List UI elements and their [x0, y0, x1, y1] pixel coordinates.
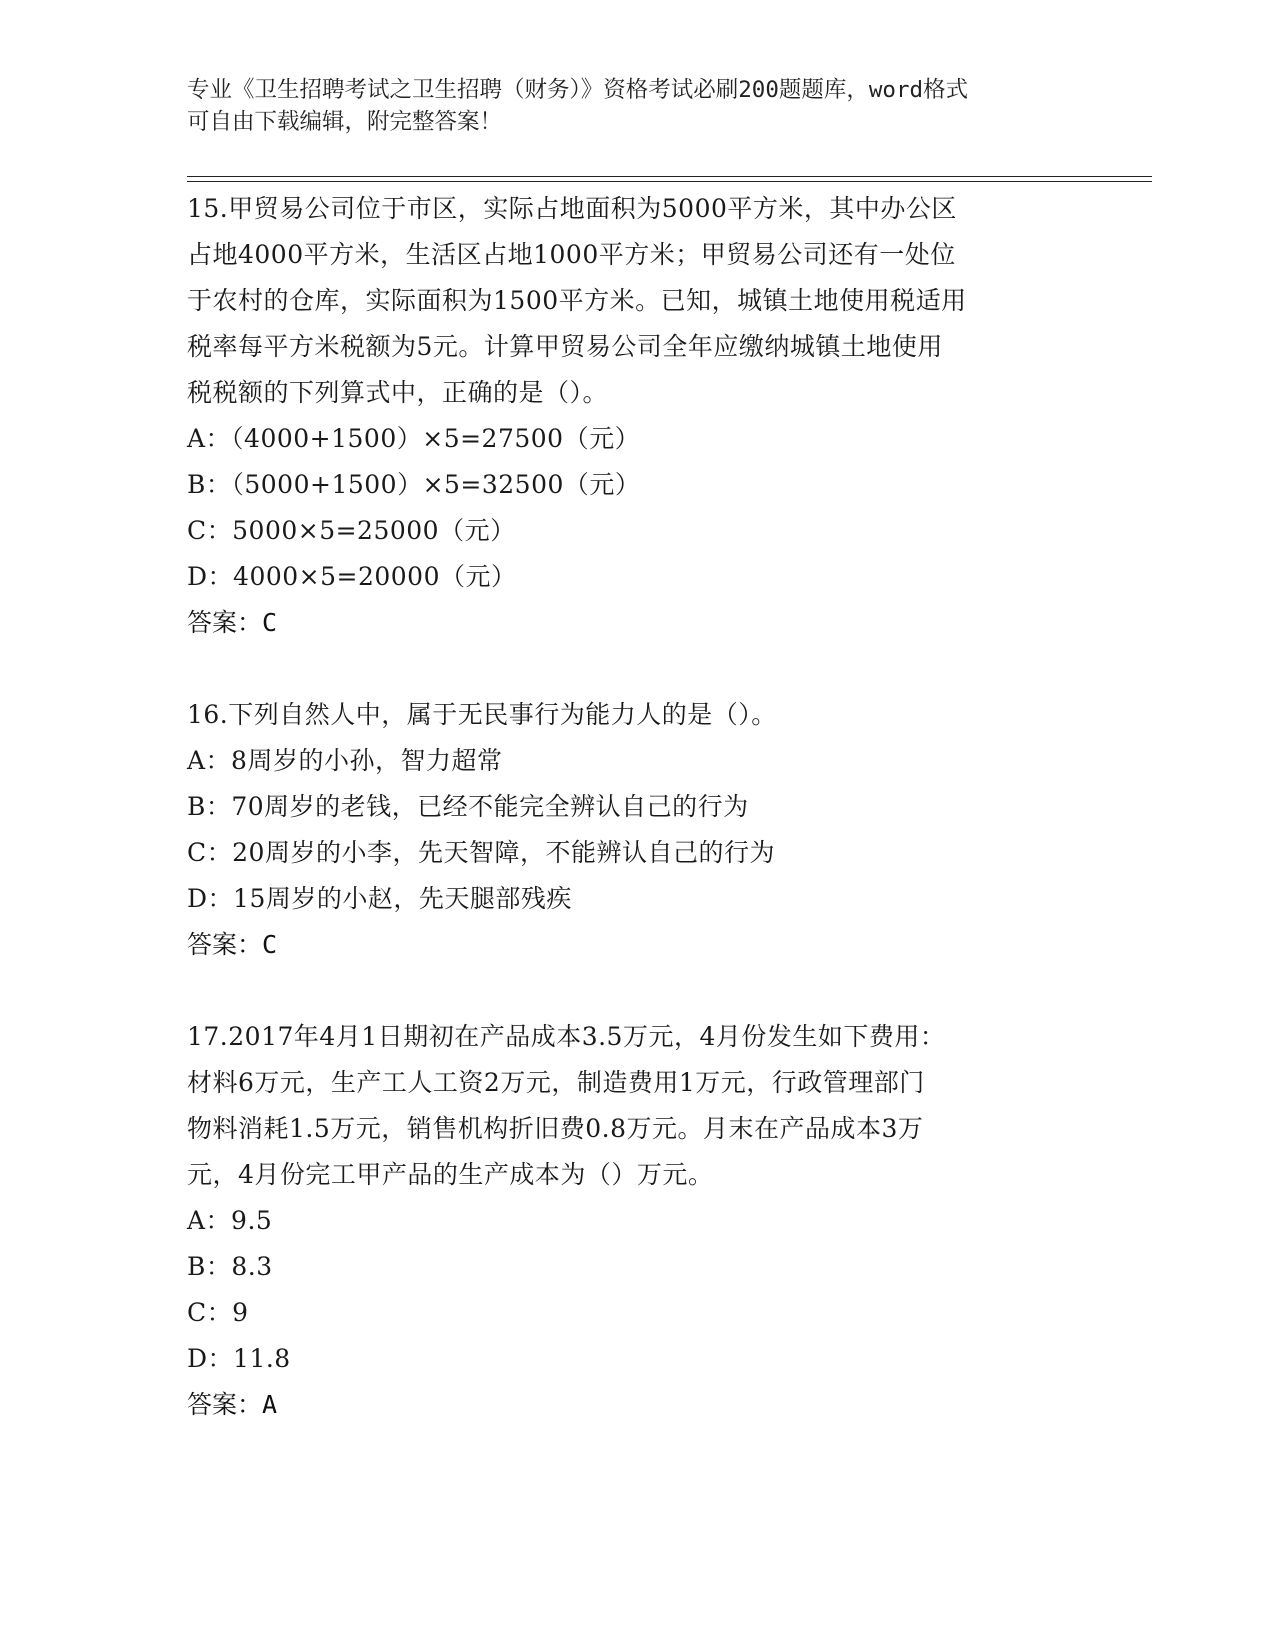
question-stem-line: 17.2017年4月1日期初在产品成本3.5万元，4月份发生如下费用： — [187, 1022, 946, 1051]
question-stem-line: 税率每平方米税额为5元。计算甲贸易公司全年应缴纳城镇土地使用 — [187, 332, 943, 361]
option-a: A：（4000+1500）×5=27500（元） — [187, 424, 641, 453]
option-b: B：（5000+1500）×5=32500（元） — [187, 470, 641, 499]
answer-label: 答案：C — [187, 930, 278, 959]
question-stem-line: 税税额的下列算式中，正确的是（）。 — [187, 378, 609, 407]
option-c: C：9 — [187, 1298, 249, 1327]
answer-label: 答案：A — [187, 1390, 278, 1419]
document-header — [187, 74, 1067, 138]
header-divider-top — [187, 176, 1152, 177]
question-spacer — [187, 646, 1087, 692]
question-stem-line: 16.下列自然人中，属于无民事行为能力人的是（）。 — [187, 700, 777, 729]
question-17 — [187, 1014, 1087, 1428]
answer-label: 答案：C — [187, 608, 278, 637]
question-stem-line: 于农村的仓库，实际面积为1500平方米。已知，城镇土地使用税适用 — [187, 286, 967, 315]
header-divider-bottom — [187, 181, 1152, 182]
question-list — [187, 186, 1087, 1428]
option-d: D：15周岁的小赵，先天腿部残疾 — [187, 884, 572, 913]
question-15 — [187, 186, 1087, 646]
option-a: A：8周岁的小孙，智力超常 — [187, 746, 503, 775]
option-a: A：9.5 — [187, 1206, 273, 1235]
option-b: B：8.3 — [187, 1252, 273, 1281]
header-line-2: 可自由下载编辑，附完整答案！ — [187, 109, 503, 135]
option-d: D：11.8 — [187, 1344, 291, 1373]
header-line-1: 专业《卫生招聘考试之卫生招聘（财务）》资格考试必刷200题题库，word格式 — [187, 77, 969, 103]
question-stem-line: 物料消耗1.5万元，销售机构折旧费0.8万元。月末在产品成本3万 — [187, 1114, 924, 1143]
option-b: B：70周岁的老钱，已经不能完全辨认自己的行为 — [187, 792, 749, 821]
question-spacer — [187, 968, 1087, 1014]
option-c: C：20周岁的小李，先天智障，不能辨认自己的行为 — [187, 838, 775, 867]
question-stem-line: 15.甲贸易公司位于市区，实际占地面积为5000平方米，其中办公区 — [187, 194, 957, 223]
question-16 — [187, 692, 1087, 968]
option-d: D：4000×5=20000（元） — [187, 562, 517, 591]
question-stem-line: 元，4月份完工甲产品的生产成本为（）万元。 — [187, 1160, 714, 1189]
question-stem-line: 材料6万元，生产工人工资2万元，制造费用1万元，行政管理部门 — [187, 1068, 925, 1097]
question-stem-line: 占地4000平方米，生活区占地1000平方米；甲贸易公司还有一处位 — [187, 240, 956, 269]
option-c: C：5000×5=25000（元） — [187, 516, 516, 545]
